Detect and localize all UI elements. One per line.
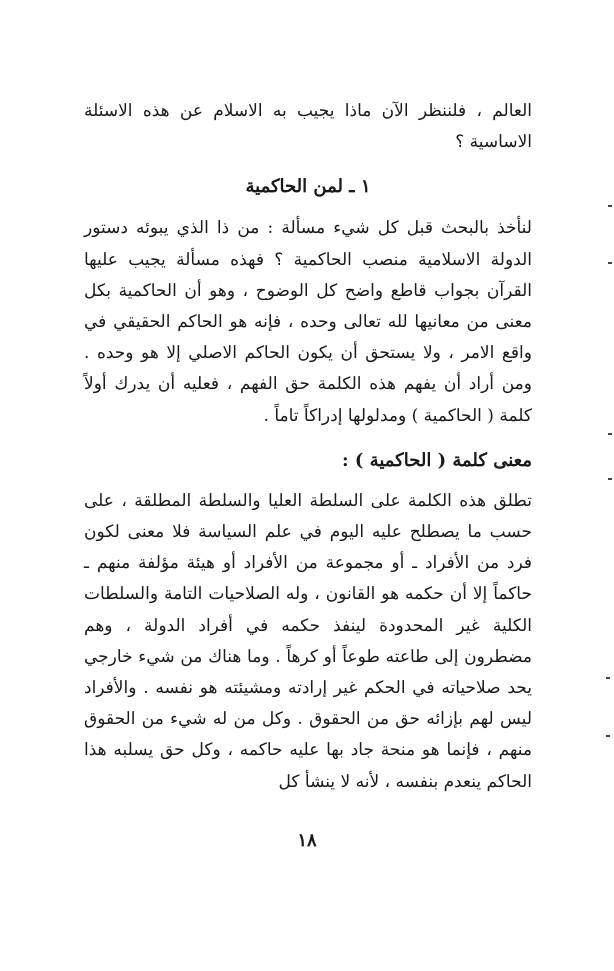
sovereignty-paragraph: لنأخذ بالبحث قبل كل شيء مسألة : من ذا الذي يبوئه دستور الدولة الاسلامية منصب الحاكمية ؟ فهذه مسألة يجيب عليها القرآن بجواب قاطع واضح كل الوضوح ، وهو أن الحاكمية بكل معنى من معانيها لله تعالى وحده ، فإنه هو الحاكم الحقيقي في واقع الامر ، ولا يستحق أن يكون الحاكم الاصلي إلا هو وحده . ومن أراد أن يفهم هذه الكلمة حق الفهم ، فعليه أن يدرك أولاً كلمة ( الحاكمية ) ومدلولها إدراكاً تاماً . — [84, 218, 532, 426]
scan-mark — [606, 677, 610, 679]
intro-paragraph: العالم ، فلننظر الآن ماذا يجيب به الاسلام عن هذه الاسئلة الاساسية ؟ — [84, 101, 532, 153]
section-heading-sovereignty: ١ ـ لمن الحاكمية — [245, 176, 371, 198]
page-number: ١٨ — [297, 830, 317, 851]
scan-mark — [606, 735, 610, 737]
section-heading-meaning: معنى كلمة ( الحاكمية ) : — [341, 449, 532, 471]
scan-mark — [608, 205, 612, 207]
scan-mark — [608, 262, 612, 264]
scan-mark — [608, 433, 612, 435]
page-body — [84, 96, 532, 798]
scan-mark — [608, 478, 612, 480]
meaning-paragraph: تطلق هذه الكلمة على السلطة العليا والسلطة المطلقة ، على حسب ما يصطلح عليه اليوم في علم السياسة فلا معنى لكون فرد من الأفراد ـ أو مجموعة من الأفراد أو هيئة مؤلفة منهم ـ حاكماً إلا أن حكمه هو القانون ، وله الصلاحيات التامة والسلطات الكلية غير المحدودة لينفذ حكمه في أفراد الدولة ، وهم مضطرون إلى طاعته طوعاً أو كرهاً . وما هناك من شيء خارجي يحد صلاحياته في الحكم غير إرادته ومشيئته هو نفسه . والأفراد ليس لهم بإزائه حق من الحقوق . وكل من له شيء من الحقوق منهم ، فإنما هو منحة جاد بها عليه حاكمه ، وكل حق يسلبه هذا الحاكم ينعدم بنفسه ، لأنه لا ينشأ كل — [84, 490, 532, 792]
